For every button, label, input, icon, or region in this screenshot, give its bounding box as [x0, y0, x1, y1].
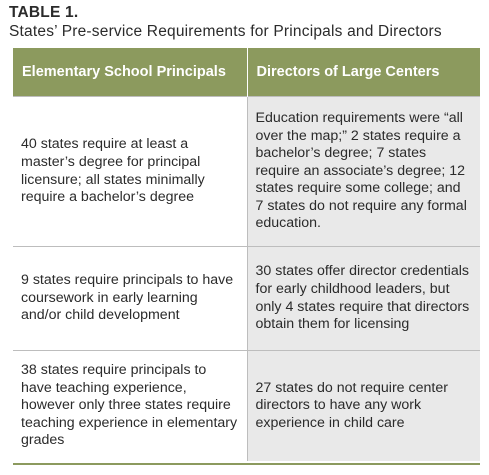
- table-label: TABLE 1.: [9, 4, 79, 21]
- principals-cell: 40 states require at least a master’s degree for principal licensure; all states minimally require a bachelor’s degree: [13, 97, 247, 247]
- directors-cell: 27 states do not require center directors to have any work experience in child care: [247, 351, 480, 462]
- directors-cell: 30 states offer director credentials for early childhood leaders, but only 4 states require that directors obtain them for licensing: [247, 247, 480, 351]
- table-bottom-rule: [13, 463, 480, 465]
- column-header-principals: Elementary School Principals: [13, 48, 247, 97]
- directors-cell: Education requirements were “all over the map;” 2 states require a bachelor’s degree; 7 states require an associate’s degree; 12 states require some college; and 7 states do not require any formal education.: [247, 97, 480, 247]
- principals-cell: 38 states require principals to have teaching experience, however only three states require teaching experience in elementary grades: [13, 351, 247, 462]
- table-row: [13, 351, 480, 462]
- table-row: [13, 247, 480, 351]
- header-row: [13, 48, 480, 97]
- column-header-directors: Directors of Large Centers: [247, 48, 480, 97]
- principals-cell: 9 states require principals to have coursework in early learning and/or child development: [13, 247, 247, 351]
- requirements-table: [13, 48, 480, 461]
- table-row: [13, 97, 480, 247]
- table-caption: States’ Pre-service Requirements for Principals and Directors: [9, 23, 442, 40]
